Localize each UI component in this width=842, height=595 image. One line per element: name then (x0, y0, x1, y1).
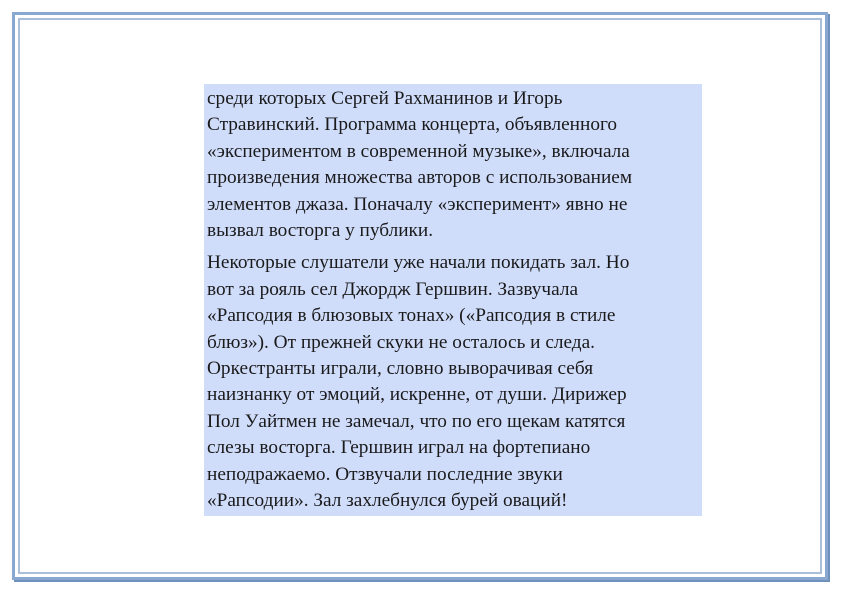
text-box (204, 84, 702, 516)
paragraph-1: среди которых Сергей Рахманинов и Игорь Стравинский. Программа концерта, объявленного «экспериментом в современной музыке», включала произведения множества авторов с использованием элементов джаза. Поначалу «эксперимент» явно не вызвал восторга у публики. (207, 88, 633, 242)
paragraph-2: Некоторые слушатели уже начали покидать зал. Но вот за рояль сел Джордж Гершвин. Зазвучала «Рапсодия в блюзовых тонах» («Рапсодия в стиле блюз»). От прежней скуки не осталось и следа. Оркестранты играли, словно выворачивая себя наизнанку от эмоций, искренне, от души. Дирижер Пол Уайтмен не замечал, что по его щекам катятся слезы восторга. Гершвин играл на фортепиано неподражаемо. Отзвучали последние звуки «Рапсодии». Зал захлебнулся бурей оваций! (207, 252, 630, 512)
